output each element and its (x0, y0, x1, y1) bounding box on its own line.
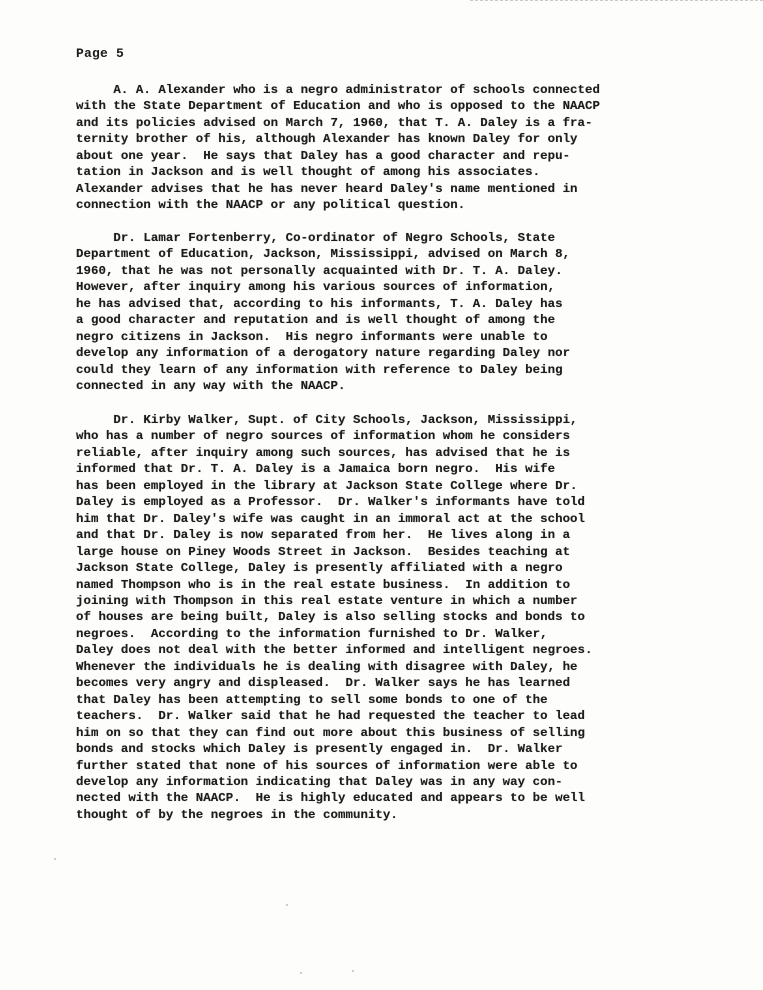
text-line: negro citizens in Jackson. His negro informants were unable to (76, 329, 548, 344)
top-edge-dashes (470, 0, 763, 7)
text-line: Dr. Kirby Walker, Supt. of City Schools, Jackson, Mississippi, (76, 413, 578, 427)
text-line: him on so that they can find out more about this business of selling (76, 725, 586, 740)
paragraph-walker (76, 412, 700, 823)
text-line: thought of by the negroes in the community. (76, 807, 398, 822)
text-line: develop any information indicating that Daley was in any way con- (76, 774, 563, 789)
text-line: who has a number of negro sources of information whom he considers (76, 429, 571, 444)
scan-speck (54, 858, 56, 860)
text-line: and its policies advised on March 7, 1960, that T. A. Daley is a fra- (76, 115, 593, 130)
text-line: negroes. According to the information furnished to Dr. Walker, (76, 626, 548, 641)
text-line: informed that Dr. T. A. Daley is a Jamaica born negro. His wife (76, 462, 556, 477)
paragraph-alexander (76, 82, 700, 214)
text-line: that Daley has been attempting to sell some bonds to one of the (76, 692, 548, 707)
text-line: However, after inquiry among his various sources of information, (76, 280, 556, 295)
text-line: large house on Piney Woods Street in Jackson. Besides teaching at (76, 544, 571, 559)
text-line: bonds and stocks which Daley is presently engaged in. Dr. Walker (76, 742, 563, 757)
text-line: develop any information of a derogatory nature regarding Daley nor (76, 346, 571, 361)
text-line: further stated that none of his sources of information were able to (76, 758, 578, 773)
text-line: 1960, that he was not personally acquainted with Dr. T. A. Daley. (76, 263, 563, 278)
text-line: could they learn of any information with reference to Daley being (76, 362, 563, 377)
text-line: joining with Thompson in this real estate venture in which a number (76, 593, 578, 608)
text-line: Alexander advises that he has never heard Daley's name mentioned in (76, 181, 578, 196)
scan-speck (352, 970, 354, 972)
text-line: has been employed in the library at Jackson State College where Dr. (76, 478, 578, 493)
text-line: connected in any way with the NAACP. (76, 379, 346, 394)
text-line: a good character and reputation and is well thought of among the (76, 313, 556, 328)
text-line: Department of Education, Jackson, Mississippi, advised on March 8, (76, 247, 571, 262)
text-line: and that Dr. Daley is now separated from her. He lives along in a (76, 528, 571, 543)
text-line: connection with the NAACP or any political question. (76, 198, 466, 213)
text-line: about one year. He says that Daley has a good character and repu- (76, 148, 571, 163)
page-number: Page 5 (76, 46, 125, 61)
scan-speck (286, 904, 288, 906)
text-line: nected with the NAACP. He is highly educated and appears to be well (76, 791, 586, 806)
text-line: he has advised that, according to his informants, T. A. Daley has (76, 296, 563, 311)
text-line: named Thompson who is in the real estate business. In addition to (76, 577, 571, 592)
text-line: ternity brother of his, although Alexander has known Daley for only (76, 132, 578, 147)
text-line: tation in Jackson and is well thought of among his associates. (76, 165, 541, 180)
paragraph-fortenberry (76, 230, 700, 395)
text-line: becomes very angry and displeased. Dr. Walker says he has learned (76, 676, 571, 691)
text-line: teachers. Dr. Walker said that he had requested the teacher to lead (76, 709, 586, 724)
text-line: A. A. Alexander who is a negro administrator of schools connected (76, 83, 600, 97)
text-line: reliable, after inquiry among such sources, has advised that he is (76, 445, 571, 460)
text-line: Daley does not deal with the better informed and intelligent negroes. (76, 643, 593, 658)
text-line: Whenever the individuals he is dealing with disagree with Daley, he (76, 659, 578, 674)
text-line: him that Dr. Daley's wife was caught in an immoral act at the school (76, 511, 586, 526)
text-line: with the State Department of Education and who is opposed to the NAACP (76, 99, 600, 114)
text-line: Jackson State College, Daley is presently affiliated with a negro (76, 561, 563, 576)
scan-speck (300, 972, 302, 974)
text-line: Daley is employed as a Professor. Dr. Walker's informants have told (76, 495, 586, 510)
text-line: Dr. Lamar Fortenberry, Co-ordinator of Negro Schools, State (76, 231, 556, 245)
text-line: of houses are being built, Daley is also selling stocks and bonds to (76, 610, 586, 625)
